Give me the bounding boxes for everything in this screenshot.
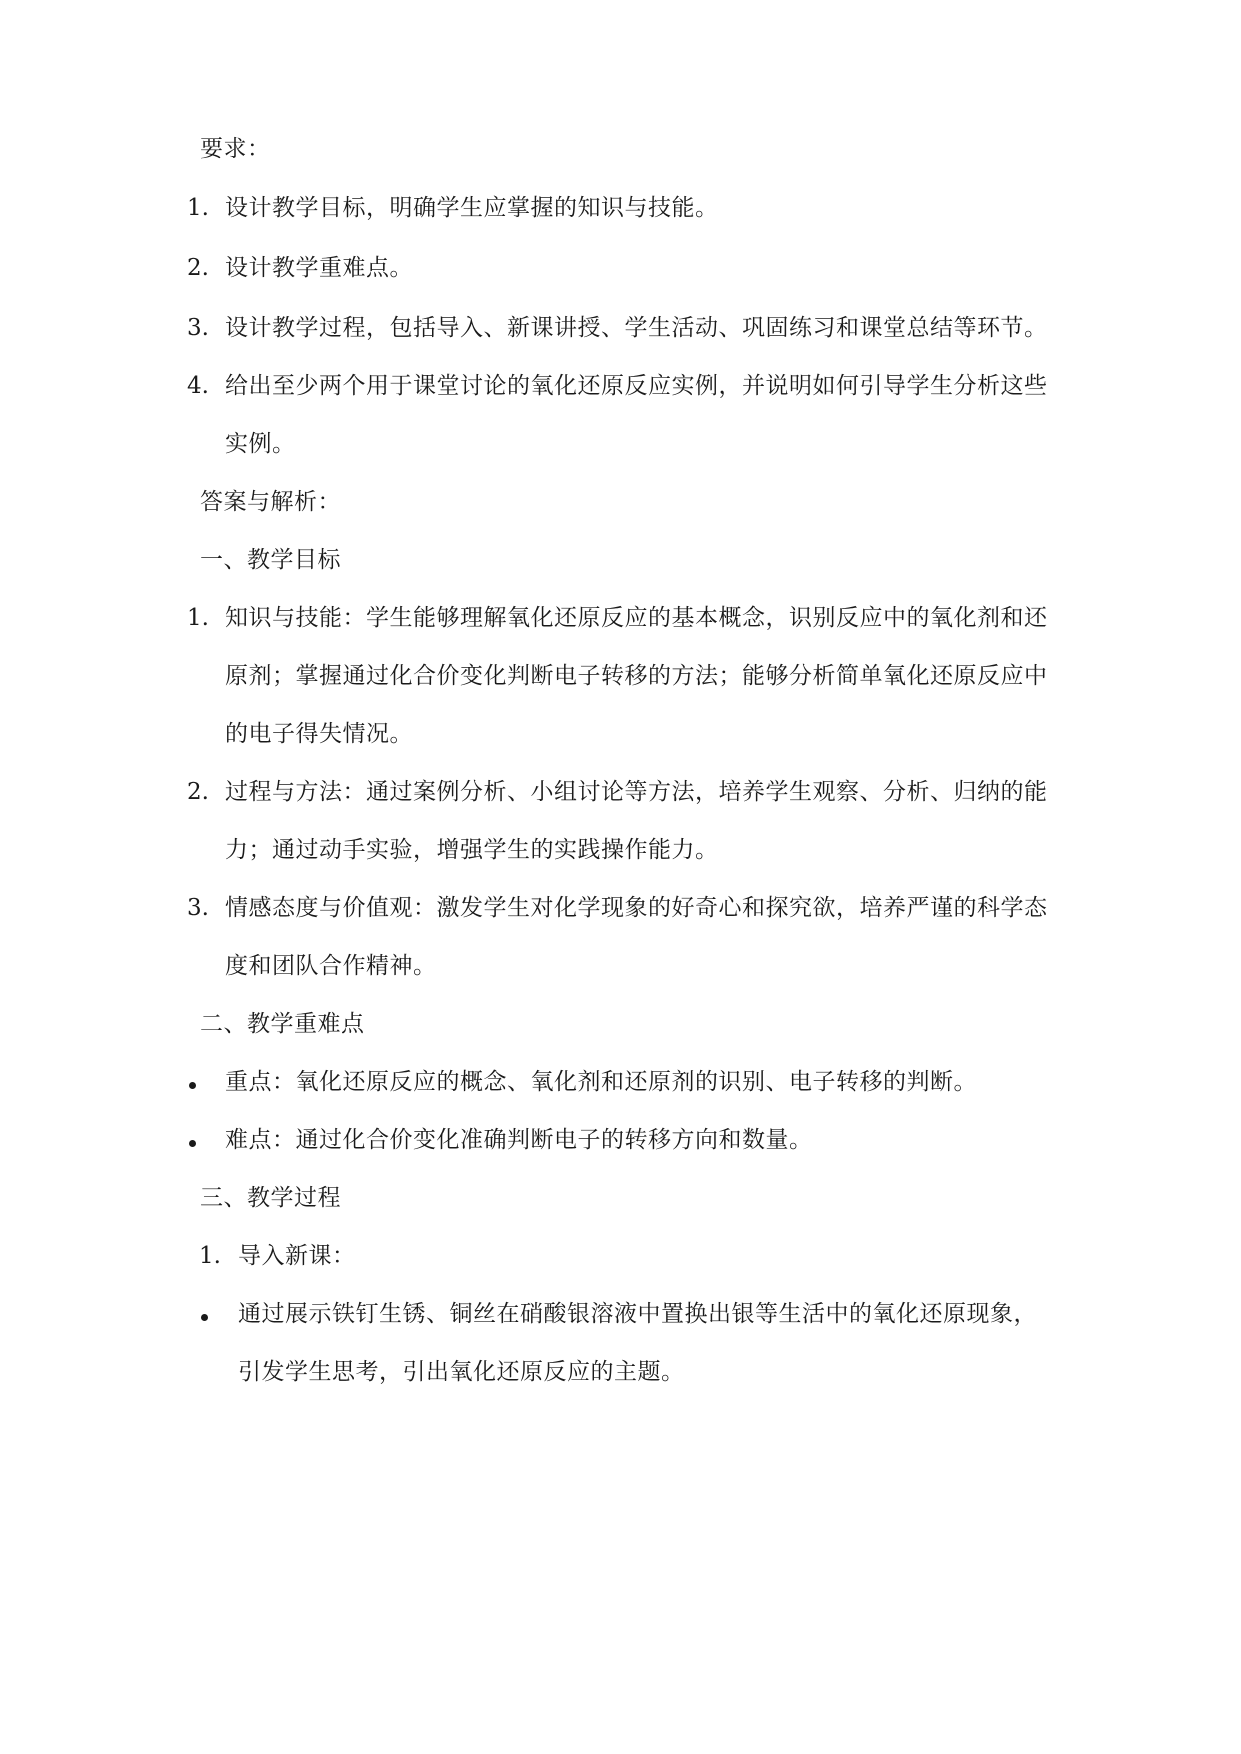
item-text-continued: 的电子得失情况。 (225, 721, 413, 747)
item-text-continued: 力；通过动手实验，增强学生的实践操作能力。 (225, 837, 719, 863)
bullet-text-continued: 引发学生思考，引出氧化还原反应的主题。 (238, 1359, 685, 1385)
item-text: 设计教学重难点。 (225, 255, 413, 281)
requirements-heading: 要求： (200, 136, 271, 162)
item-text-continued: 度和团队合作精神。 (225, 953, 437, 979)
item-number: 1. (187, 605, 209, 631)
bullet-text: 重点：氧化还原反应的概念、氧化剂和还原剂的识别、电子转移的判断。 (225, 1069, 977, 1095)
item-number: 3. (187, 895, 209, 921)
item-text: 过程与方法：通过案例分析、小组讨论等方法，培养学生观察、分析、归纳的能 (225, 779, 1048, 805)
item-text: 设计教学目标，明确学生应掌握的知识与技能。 (225, 195, 719, 221)
item-number: 1. (187, 195, 209, 221)
bullet-icon (201, 1314, 208, 1321)
item-number: 2. (187, 779, 209, 805)
answer-heading: 答案与解析： (200, 489, 341, 515)
bullet-icon (189, 1140, 196, 1147)
item-number: 3. (187, 315, 209, 341)
item-text: 给出至少两个用于课堂讨论的氧化还原反应实例，并说明如何引导学生分析这些 (225, 373, 1048, 399)
bullet-text: 难点：通过化合价变化准确判断电子的转移方向和数量。 (225, 1127, 813, 1153)
item-text: 情感态度与价值观：激发学生对化学现象的好奇心和探究欲，培养严谨的科学态 (225, 895, 1048, 921)
item-number: 2. (187, 255, 209, 281)
item-number: 4. (187, 373, 209, 399)
bullet-icon (189, 1082, 196, 1089)
item-text: 导入新课： (238, 1243, 356, 1269)
item-text: 知识与技能：学生能够理解氧化还原反应的基本概念，识别反应中的氧化剂和还 (225, 605, 1048, 631)
item-text-continued: 实例。 (225, 431, 296, 457)
section-heading-objectives: 一、教学目标 (200, 547, 341, 573)
item-text: 设计教学过程，包括导入、新课讲授、学生活动、巩固练习和课堂总结等环节。 (225, 315, 1048, 341)
section-heading-key-points: 二、教学重难点 (200, 1011, 365, 1037)
item-number: 1. (199, 1243, 221, 1269)
item-text-continued: 原剂；掌握通过化合价变化判断电子转移的方法；能够分析简单氧化还原反应中 (225, 663, 1048, 689)
bullet-text: 通过展示铁钉生锈、铜丝在硝酸银溶液中置换出银等生活中的氧化还原现象， (238, 1301, 1037, 1327)
section-heading-process: 三、教学过程 (200, 1185, 341, 1211)
